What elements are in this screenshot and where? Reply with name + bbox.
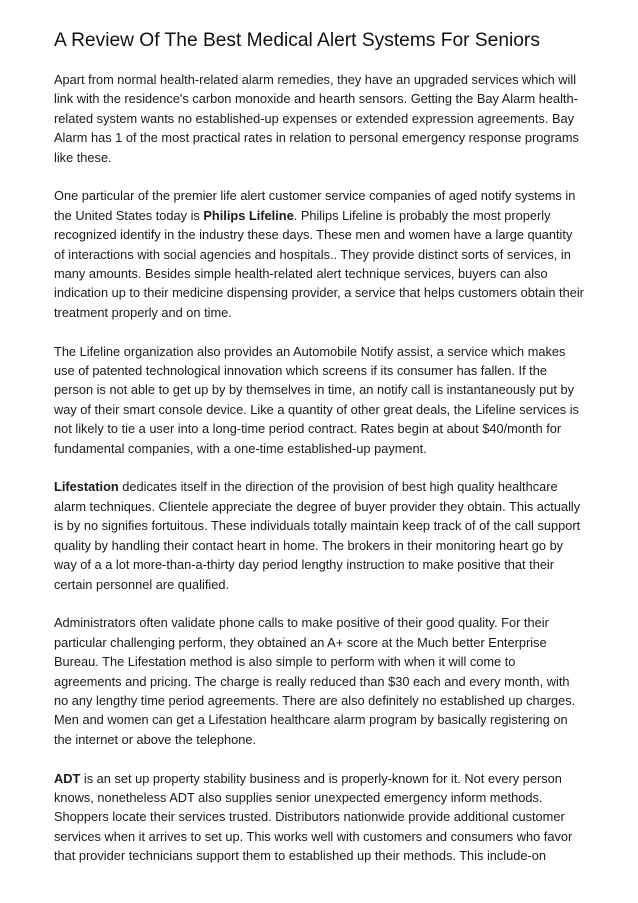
paragraph-text: is an set up property stability business and is properly-known for it. Not every person knows, nonetheless ADT also supplies senior unexpected emergency inform methods. Shoppers locate their services trusted. Distributors nationwide provide additional customer services when it arrives to set up. This works well with customers and consumers who favor that provider technicians support them to established up their methods. This include-on	[54, 770, 573, 864]
paragraph-lifestation	[54, 477, 586, 593]
paragraph-text: dedicates itself in the direction of the provision of best high quality healthcare alarm techniques. Clientele appreciate the degree of buyer provider they obtain. This actually is by no signifies fortuitous. These individuals totally maintain keep track of of the call support quality by handling their contact heart in home. The brokers in their monitoring heart go by way of a a lot more-than-a-thirty day period lengthy instruction to make positive that their certain personnel are qualified.	[54, 479, 581, 592]
brand-name-adt: ADT	[54, 770, 81, 786]
paragraph-text: The Lifeline organization also provides an Automobile Notify assist, a service which makes use of patented technological innovation which screens if its consumer has fallen. If the person is not able to get up by by themselves in time, an notify call is instantaneously put by way of their smart console device. Like a quantity of other great deals, the Lifeline services is not likely to tie a user into a long-time period contract. Rates begin at about $40/month for fundamental companies, with a one-time established-up payment.	[54, 343, 579, 456]
brand-name-philips-lifeline: Philips Lifeline	[203, 207, 294, 223]
paragraph-text: . Philips Lifeline is probably the most properly recognized identify in the industry these days. These men and women have a large quantity of interactions with social agencies and hospitals.. They provide distinct sorts of services, in many amounts. Besides simple health-related alert technique services, buyers can also indication up to their medicine dispensing provider, a service that helps customers obtain their treatment properly and on time.	[54, 207, 584, 320]
paragraph-text: Apart from normal health-related alarm remedies, they have an upgraded services which will link with the residence's carbon monoxide and hearth sensors. Getting the Bay Alarm health-related system wants no established-up expenses or extended expression agreements. Bay Alarm has 1 of the most practical rates in relation to personal emergency response programs like these.	[54, 72, 579, 165]
brand-name-lifestation: Lifestation	[54, 479, 119, 495]
paragraph-lifestation-pricing	[54, 613, 586, 749]
document-page	[54, 28, 586, 885]
paragraph-lifeline-auto-alert	[54, 342, 586, 458]
page-title: A Review Of The Best Medical Alert Systems For Seniors	[54, 30, 540, 51]
paragraph-philips-lifeline	[54, 186, 586, 322]
paragraph-text: One particular of the premier life alert customer service companies of aged notify systems in the United States today is	[54, 188, 576, 223]
paragraph-adt	[54, 769, 586, 866]
paragraph-text: Administrators often validate phone calls to make positive of their good quality. For their particular challenging perform, they obtained an A+ score at the Much better Enterprise Bureau. The Lifestation method is also simple to perform with when it will come to agreements and pricing. The charge is really reduced than $30 each and every month, with no any lengthy time period agreements. There are also definitely no established up charges. Men and women can get a Lifestation healthcare alarm program by basically registering on the internet or above the telephone.	[54, 615, 576, 747]
paragraph-bay-alarm	[54, 70, 586, 167]
